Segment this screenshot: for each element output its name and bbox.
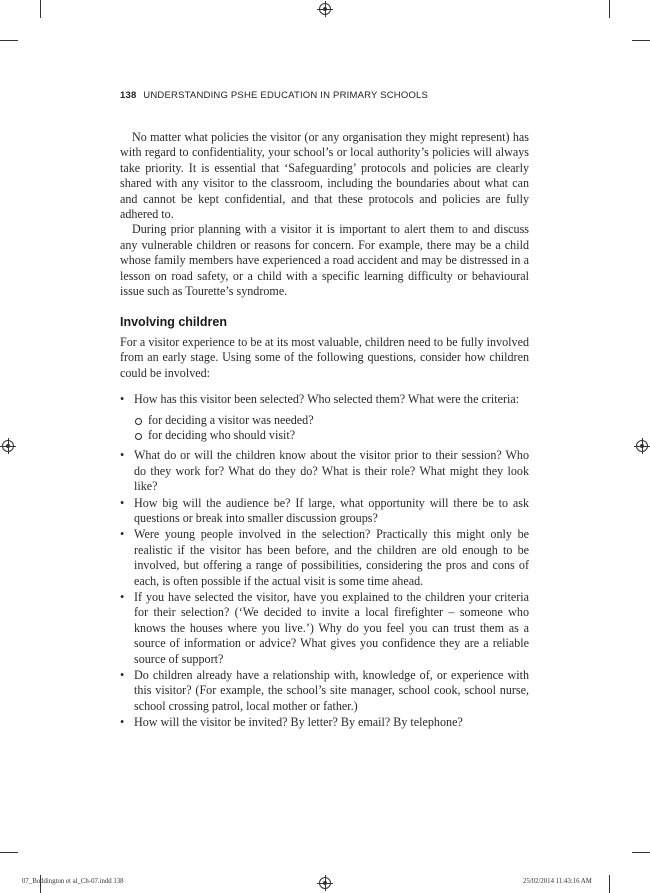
- list-item: • How will the visitor be invited? By letter? By email? By telephone?: [120, 715, 529, 730]
- sub-list-item: for deciding who should visit?: [134, 428, 529, 443]
- sub-list-item: for deciding a visitor was needed?: [134, 413, 529, 428]
- crop-mark: [632, 40, 650, 41]
- registration-mark-icon: [2, 440, 14, 452]
- list-item: • Were young people involved in the selection? Practically this might only be realistic if the visitor has been before, and the children are old enough to be involved, but offering a range of possibilities, considering the pros and cons of each, is often possible if the actual visit is some time ahead.: [120, 527, 529, 589]
- registration-mark-icon: [319, 877, 331, 889]
- crop-mark: [0, 40, 18, 41]
- running-head: [120, 90, 540, 101]
- crop-mark: [40, 0, 41, 18]
- crop-mark: [0, 852, 18, 853]
- paragraph: During prior planning with a visitor it is important to alert them to and discuss any vulnerable children or reasons for concern. For example, there may be a child whose family members have experienced a road accident and may be distressed in a lesson on road safety, or a child with a specific learning difficulty or behavioural issue such as Tourette’s syndrome.: [120, 222, 529, 299]
- sub-list: [134, 413, 529, 444]
- list-item: • If you have selected the visitor, have you explained to the children your criteria for their selection? (‘We decided to invite a local firefighter – someone who knows the houses where you live.’) Why do you feel you can trust them as a source of information or advice? What gives you confidence they are a reliable source of support?: [120, 590, 529, 667]
- list-item: • What do or will the children know about the visitor prior to their session? Who do they work for? What do they do? What is their role? What might they look like?: [120, 448, 529, 494]
- list-item: • How big will the audience be? If large, what opportunity will there be to ask questions or break into smaller discussion groups?: [120, 496, 529, 527]
- registration-mark-icon: [636, 440, 648, 452]
- print-timestamp: 25/02/2014 11:43:16 AM: [523, 878, 592, 885]
- question-list: [120, 392, 529, 731]
- file-slug: 07_Boddington et al_Ch-07.indd 138: [22, 878, 124, 885]
- section-heading: Involving children: [120, 315, 227, 330]
- crop-mark: [632, 852, 650, 853]
- crop-mark: [609, 875, 610, 893]
- registration-mark-icon: [319, 3, 331, 15]
- list-item: [120, 392, 529, 443]
- running-title: UNDERSTANDING PSHE EDUCATION IN PRIMARY SCHOOLS: [143, 90, 429, 101]
- crop-mark: [609, 0, 610, 18]
- section-intro: For a visitor experience to be at its most valuable, children need to be fully involved from an early stage. Using some of the following questions, consider how children could be involved:: [120, 334, 529, 380]
- list-item-text: How has this visitor been selected? Who selected them? What were the criteria:: [134, 392, 520, 407]
- list-item: • Do children already have a relationship with, knowledge of, or experience with this visitor? (For example, the school’s site manager, school cook, school nurse, school crossing patrol, local mother or father.): [120, 668, 529, 714]
- page-body: [120, 130, 529, 732]
- paragraph: No matter what policies the visitor (or any organisation they might represent) has with regard to confidentiality, your school’s or local authority’s policies will always take priority. It is essential that ‘Safeguarding’ protocols and policies are clearly shared with any visitor to the classroom, including the boundaries about what can and cannot be kept confidential, and that these protocols and policies are fully adhered to.: [120, 130, 529, 222]
- page-number: 138: [120, 90, 137, 101]
